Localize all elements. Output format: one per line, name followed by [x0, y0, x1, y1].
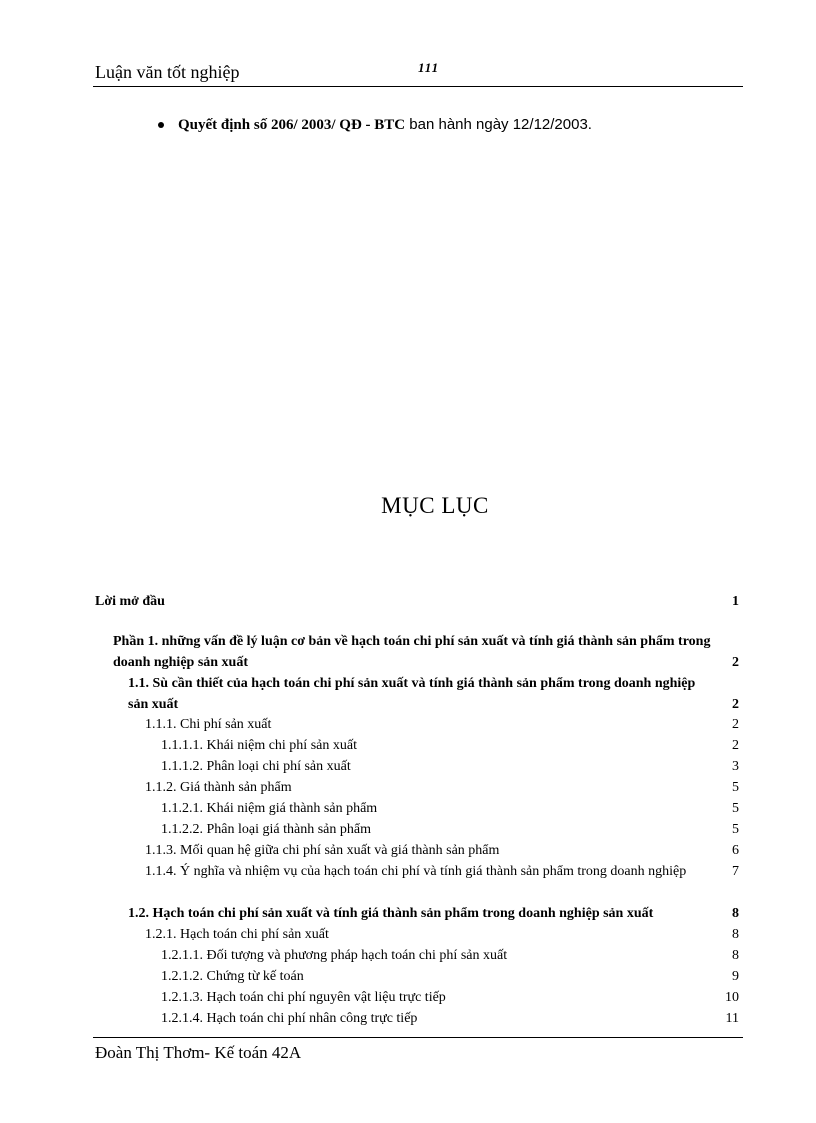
toc-entry-text: 1.2. Hạch toán chi phí sản xuất và tính giá thành sản phẩm trong doanh nghiệp sản xuất	[128, 906, 654, 921]
toc-entry[interactable]	[145, 861, 739, 882]
toc-entry[interactable]	[145, 840, 739, 861]
toc-entry-text: 1.2.1.2. Chứng từ kế toán	[161, 969, 304, 984]
toc-entry-page: 8	[732, 927, 739, 942]
toc-entry-page: 8	[732, 906, 739, 921]
toc-entry[interactable]	[145, 777, 739, 798]
toc-entry-text: 1.1.1.1. Khái niệm chi phí sản xuất	[161, 738, 357, 753]
toc-entry[interactable]	[95, 591, 739, 612]
toc-entry-text: 1.2.1.1. Đối tượng và phương pháp hạch toán chi phí sản xuất	[161, 948, 508, 963]
toc-entry[interactable]	[161, 987, 739, 1008]
toc-entry[interactable]	[161, 945, 739, 966]
bullet-item	[158, 116, 592, 134]
toc-entry-text: Lời mở đầu	[95, 594, 165, 609]
footer-text: Đoàn Thị Thơm- Kế toán 42A	[95, 1043, 302, 1062]
toc-entry[interactable]	[161, 756, 739, 777]
toc-entry-text: 1.1. Sù cần thiết của hạch toán chi phí sản xuất và tính giá thành sản phẩm trong doanh nghiệp sản xuất	[128, 676, 696, 712]
toc-title: MỤC LỤC	[381, 493, 489, 518]
toc-entry-page: 2	[732, 717, 739, 732]
toc-entry[interactable]	[113, 631, 739, 673]
toc-entry-page: 2	[732, 697, 739, 712]
toc-entry-text: 1.1.1. Chi phí sản xuất	[145, 717, 272, 732]
toc-entry-text: 1.1.1.2. Phân loại chi phí sản xuất	[161, 759, 351, 774]
toc-entry-page: 6	[732, 843, 739, 858]
toc-entry-page: 11	[725, 1011, 739, 1026]
toc-entry-page: 3	[732, 759, 739, 774]
toc-entry-text: 1.2.1. Hạch toán chi phí sản xuất	[145, 927, 329, 942]
bullet-rest-text: ban hành ngày 12/12/2003.	[405, 116, 592, 133]
toc-entry[interactable]	[161, 966, 739, 987]
footer-rule	[93, 1037, 743, 1038]
toc-entry-page: 8	[732, 948, 739, 963]
toc-entry-page: 5	[732, 780, 739, 795]
toc-entry[interactable]	[128, 903, 739, 924]
toc-entry-page: 2	[732, 655, 739, 670]
header-mark: 111	[418, 60, 440, 75]
toc-entry[interactable]	[145, 714, 739, 735]
toc-entry[interactable]	[145, 924, 739, 945]
toc-entry-text: 1.1.3. Mối quan hệ giữa chi phí sản xuất và giá thành sản phẩm	[145, 843, 500, 858]
toc-entry-text: 1.1.4. Ý nghĩa và nhiệm vụ của hạch toán chi phí và tính giá thành sản phẩm trong doanh nghiệp	[145, 864, 687, 879]
toc-entry-page: 5	[732, 822, 739, 837]
bullet-bold-text: Quyết định số 206/ 2003/ QĐ - BTC	[178, 117, 406, 133]
toc-entry-page: 5	[732, 801, 739, 816]
toc-entry-text: 1.1.2. Giá thành sản phẩm	[145, 780, 292, 795]
toc-entry-text: 1.2.1.4. Hạch toán chi phí nhân công trực tiếp	[161, 1011, 418, 1026]
toc-entry-text: 1.1.2.2. Phân loại giá thành sản phẩm	[161, 822, 371, 837]
toc-entry-page: 2	[732, 738, 739, 753]
toc-entry[interactable]	[161, 798, 739, 819]
toc-entry-text: 1.1.2.1. Khái niệm giá thành sản phẩm	[161, 801, 378, 816]
toc-entry-page: 9	[732, 969, 739, 984]
toc-entry-page: 1	[732, 594, 739, 609]
toc-entry-text: 1.2.1.3. Hạch toán chi phí nguyên vật liệu trực tiếp	[161, 990, 446, 1005]
toc-entry-page: 7	[732, 864, 739, 879]
toc-entry[interactable]	[128, 673, 739, 715]
toc-entry[interactable]	[161, 735, 739, 756]
toc-entry-text: Phần 1. những vấn đề lý luận cơ bản về hạch toán chi phí sản xuất và tính giá thành sản phẩm trong doanh nghiệp sản xuất	[113, 634, 711, 670]
bullet-dot-icon	[158, 122, 164, 128]
toc-entry[interactable]	[161, 819, 739, 840]
header-title: Luận văn tốt nghiệp	[95, 62, 240, 82]
header-rule	[93, 86, 743, 87]
toc-entry-page: 10	[725, 990, 739, 1005]
toc-entry[interactable]	[161, 1008, 739, 1029]
